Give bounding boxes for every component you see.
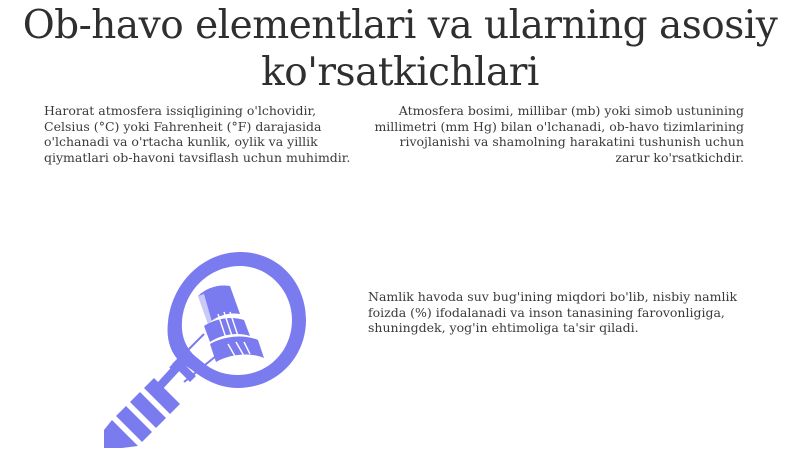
slide-title: Ob-havo elementlari va ularning asosiy ko'rsatkichlari [22,3,778,95]
pressure-text: Atmosfera bosimi, millibar (mb) yoki simob ustunining millimetri (mm Hg) bilan o'lchanadi, ob-havo tizimlarining rivojlanishi va shamolning harakatini tushunish uchun zarur ko'rsatkichdir. [374,103,744,165]
humidity-text: Namlik havoda suv bug'ining miqdori bo'lib, nisbiy namlik foizda (%) ifodalanadi va inson tanasining farovonligiga, shuningdek, yog'in ehtimoliga ta'sir qiladi. [368,289,738,335]
temperature-text: Harorat atmosfera issiqligining o'lchovidir, Celsius (°C) yoki Fahrenheit (°F) darajasida o'lchanadi va o'rtacha kunlik, oylik va yillik qiymatlari ob-havoni tavsiflash uchun muhimdir. [44,103,351,165]
lightbulb-book-icon [100,250,310,449]
illustration [100,250,310,449]
